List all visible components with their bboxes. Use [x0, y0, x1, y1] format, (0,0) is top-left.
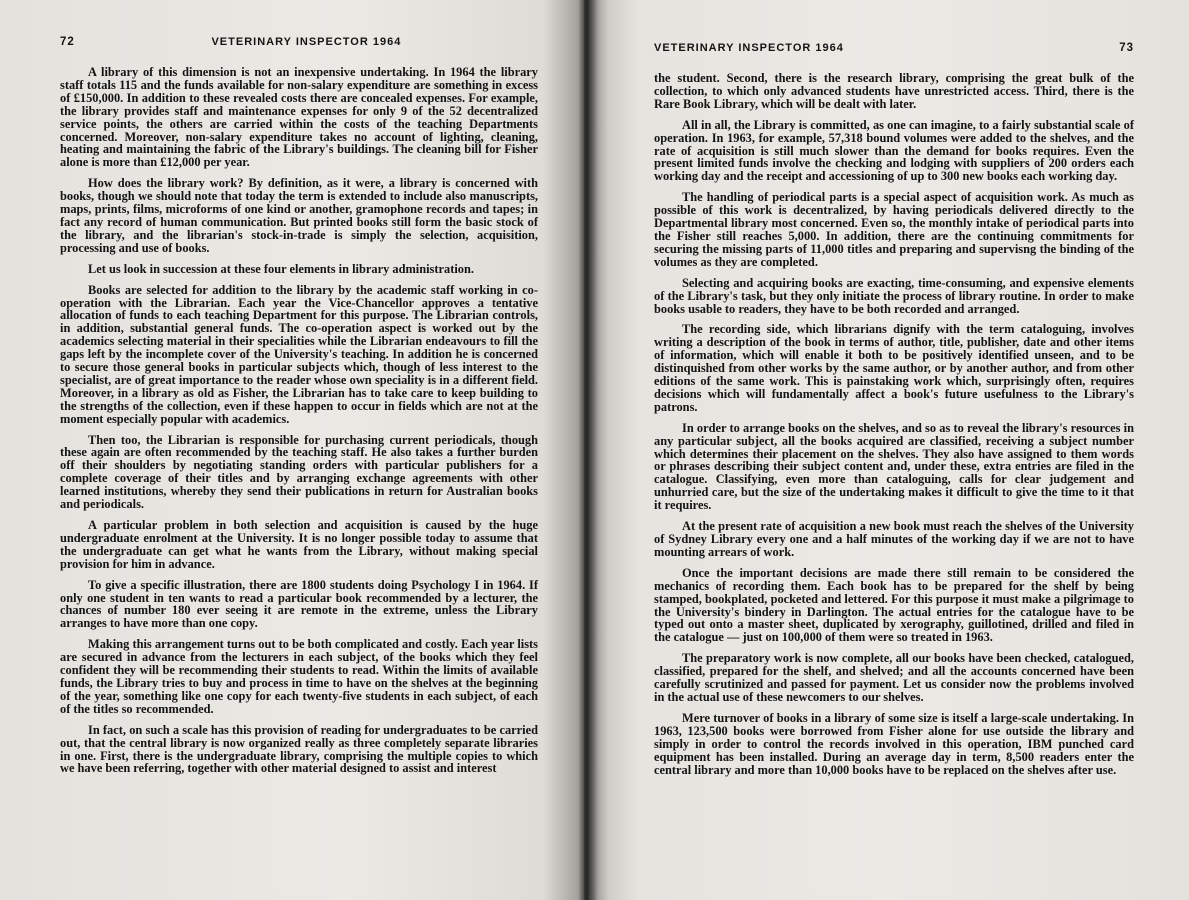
- paragraph: The recording side, which librarians dignify with the term cataloguing, involves writing a description of the book in terms of author, title, publisher, date and other items of information, which will enable it both to be positively identified unseen, and to be distinquished from other works by the same author, or by another author, and from other editions of the same work. This is painstaking work which, surprisingly often, requires decisions which will fundamentally affect a book's future usefulness to the Library's patrons.: [654, 322, 1134, 414]
- paragraph: Mere turnover of books in a library of some size is itself a large-scale undertaking. In 1963, 123,500 books were borrowed from Fisher alone for use outside the library and simply in order to control the records involved in this operation, IBM punched card equipment has been installed. During an average day in term, 8,500 readers enter the central library and more than 10,000 books have to be replaced on the shelves after use.: [654, 710, 1134, 777]
- paragraph: A particular problem in both selection and acquisition is caused by the huge undergraduate enrolment at the University. It is no longer possible today to assume that the undergraduate can get what he wants from the Library, without making special provision for him in advance.: [60, 518, 538, 571]
- paragraph: The handling of periodical parts is a special aspect of acquisition work. As much as possible of this work is decentralized, by having periodicals delivered directly to the Departmental library most concerned. Even so, the monthly intake of periodical parts into the Fisher still reaches 5,000. In addition, there are the continuing commitments for securing the missing parts of 11,000 titles and preparing and supervisng the binding of the volumes as they are completed.: [654, 190, 1134, 269]
- paragraph: Making this arrangement turns out to be both complicated and costly. Each year lists are secured in advance from the lecturers in each subject, of the books which they feel confident they will be recommending their students to read. Within the limits of available funds, the Library tries to buy and process in time to have on the shelves at the beginning of the year, something like one copy for each twenty-five students in each subject, of each of the titles so recommended.: [60, 637, 538, 716]
- paragraph: The preparatory work is now complete, all our books have been checked, catalogued, classified, prepared for the shelf, and shelved; and all the accounts concerned have been carefully scrutinized and passed for payment. Let us consider now the problems involved in the actual use of these newcomers to our shelves.: [654, 651, 1134, 704]
- paragraph: A library of this dimension is not an inexpensive undertaking. In 1964 the library staff totals 115 and the funds available for non-salary expenditure are something in excess of £150,000. In addition to these revealed costs there are concealed expenses. For example, the library provides staff and maintenance expenses for only 9 of the 52 decentralized service points, the others are carried within the costs of the teaching Departments concerned. Moreover, non-salary expenditure takes no account of lighting, cleaning, heating and maintaining the fabric of the Library's buildings. The cleaning bill for Fisher alone is more than £12,000 per year.: [60, 65, 538, 170]
- right-page: [584, 0, 1189, 900]
- paragraph: How does the library work? By definition, as it were, a library is concerned with books, though we should note that today the term is extended to include also manuscripts, maps, prints, films, microforms of one kind or another, gramophone records and tapes; in fact any record of human communication. But printed books still form the basic stock of the library, and the librarian's stock-in-trade is simply the selection, acquisition, processing and use of books.: [60, 176, 538, 255]
- right-running-head: [654, 42, 1134, 54]
- right-page-number: 73: [1119, 42, 1134, 54]
- paragraph: Once the important decisions are made there still remain to be considered the mechanics of recording them. Each book has to be prepared for the shelf by being stamped, bookplated, pocketed and lettered. For this purpose it must make a pilgrimage to the University's bindery in Darlington. The actual entries for the catalogue have to be typed out onto a master sheet, duplicated by xerography, guillotined, drilled and filed in the catalogue — just on 100,000 of them were so treated in 1963.: [654, 565, 1134, 645]
- left-page: [0, 0, 584, 900]
- left-page-number: 72: [60, 36, 75, 48]
- left-running-head: [60, 36, 538, 48]
- book-gutter: [578, 0, 598, 900]
- paragraph: In fact, on such a scale has this provision of reading for undergraduates to be carried out, that the central library is now organized really as three completely separate libraries in one. First, there is the undergraduate library, comprising the multiple copies to which we have been referring, together with other material designed to assist and interest: [60, 722, 538, 776]
- left-body-text: [60, 66, 538, 775]
- paragraph: To give a specific illustration, there are 1800 students doing Psychology I in 1964. If only one student in ten wants to read a particular book recommended by a lecturer, the chances of number 180 ever seeing it are remote in the extreme, unless the Library arranges to have more than one copy.: [60, 577, 538, 631]
- paragraph: Then too, the Librarian is responsible for purchasing current periodicals, though these again are often recommended by the teaching staff. He also takes a further burden off their shoulders by negotiating standing orders with particular publishers for a complete coverage of their titles and by arranging exchange agreements with other learned institutions, whereby they send their publications in return for Australian books and periodicals.: [60, 432, 538, 512]
- paragraph: Books are selected for addition to the library by the academic staff working in co-operation with the Librarian. Each year the Vice-Chancellor approves a tentative allocation of funds to each teaching Department for this purpose. The Librarian controls, in addition, substantial general funds. The co-operation aspect is worked out by the academics selecting material in their specialities while the Librarian endeavours to fill the gaps left by the incomplete cover of the University's teaching. In addition he is concerned to secure those general books in particular subjects which, though of less interest to the specialist, are of great importance to the reader whose own speciality is in a different field. Moreover, in a library as old as Fisher, the Librarian has to take care to keep building to the strengths of the collection, even if these happen to occur in fields which are not at the moment especially popular with academics.: [60, 282, 538, 426]
- paragraph: Selecting and acquiring books are exacting, time-consuming, and expensive elements of the Library's task, but they only initiate the process of library routine. In order to make books usable to readers, they have to be both recorded and arranged.: [654, 275, 1134, 316]
- left-running-title: VETERINARY INSPECTOR 1964: [211, 36, 402, 48]
- paragraph-continuation: the student. Second, there is the research library, comprising the great bulk of the collection, to which only advanced students have unrestricted access. Third, there is the Rare Book Library, which will be dealt with later.: [654, 71, 1134, 111]
- paragraph: In order to arrange books on the shelves, and so as to reveal the library's resources in any particular subject, all the books acquired are classified, receiving a subject number which determines their placement on the shelves. They also have assigned to them words or phrases describing their subject content and, under these, extra entries are filed in the catalogue. Classifying, even more than cataloguing, calls for clear judgement and unhurried care, but the size of the undertaking makes it difficult to give the time to it that it requires.: [654, 420, 1134, 513]
- right-body-text: [654, 72, 1134, 776]
- paragraph: Let us look in succession at these four elements in library administration.: [88, 261, 474, 276]
- right-running-title: VETERINARY INSPECTOR 1964: [654, 42, 844, 54]
- paragraph: At the present rate of acquisition a new book must reach the shelves of the University of Sydney Library every one and a half minutes of the working day if we are not to have mounting arrears of work.: [654, 519, 1134, 559]
- paragraph: All in all, the Library is committed, as one can imagine, to a fairly substantial scale of operation. In 1963, for example, 57,318 bound volumes were added to the shelves, and the rate of acquisition is still much slower than the demand for books requires. Even the present limited funds involve the checking and lodging with suppliers of 200 orders each working day and the receipt and accessioning of up to 300 new books each working day.: [654, 117, 1134, 184]
